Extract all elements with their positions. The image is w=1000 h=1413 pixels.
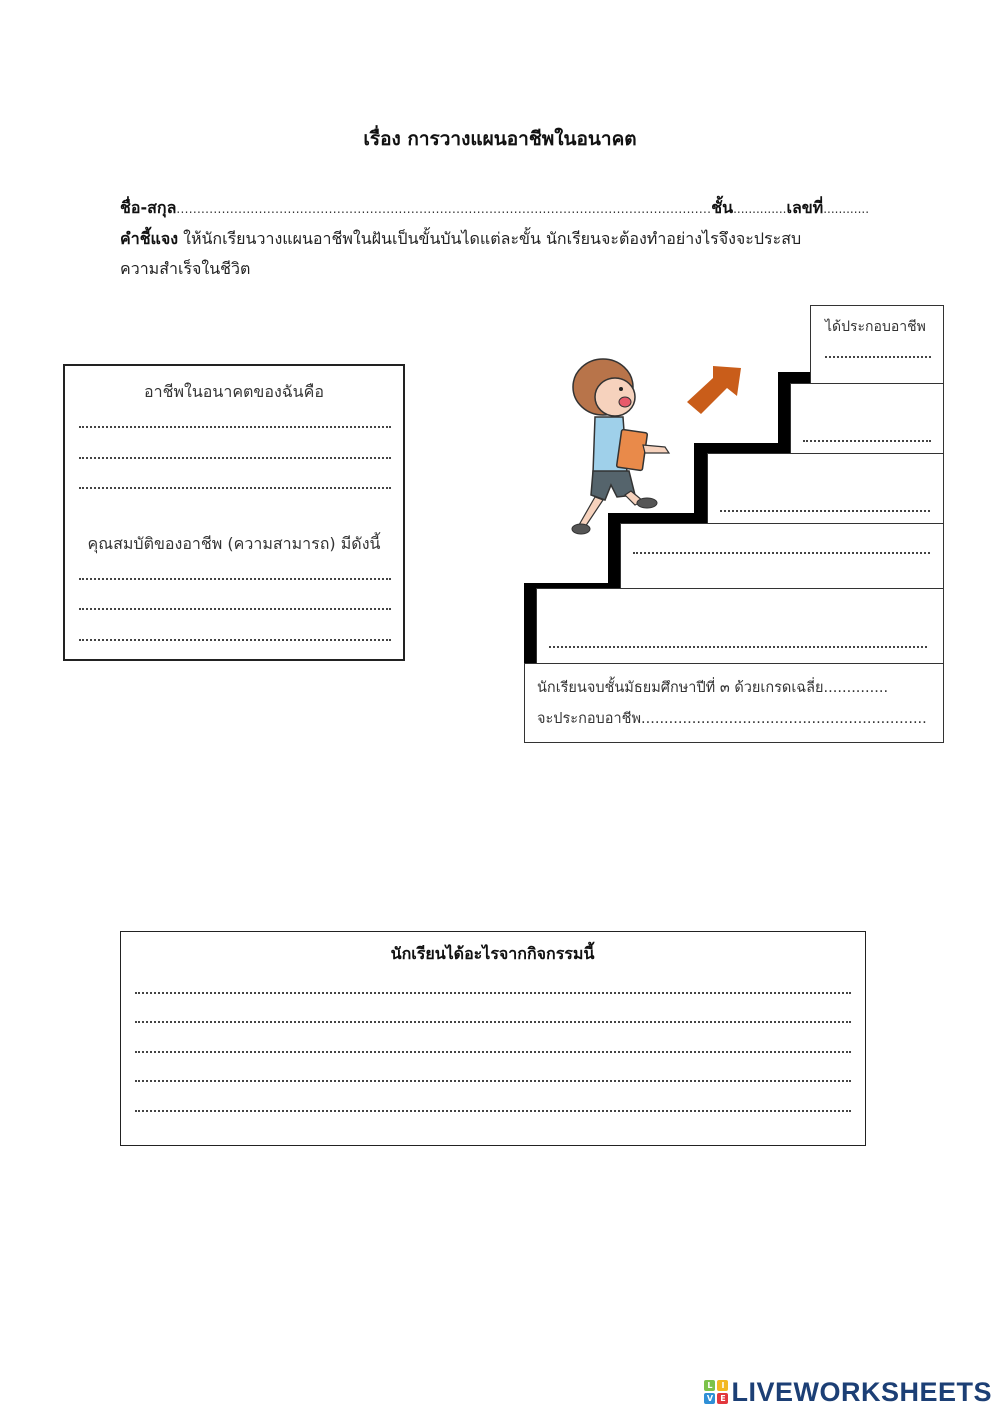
career-heading: อาชีพในอนาคตของฉันคือ: [144, 382, 324, 401]
live-logo-icon: L I V E: [704, 1380, 728, 1404]
qualification-line-2[interactable]: [79, 608, 391, 610]
career-box: [63, 364, 405, 661]
stair-step-2-line[interactable]: [549, 646, 927, 648]
reflection-line-1[interactable]: [135, 992, 851, 994]
stair-step-4: [707, 453, 944, 524]
career-answer-line-1[interactable]: [79, 426, 391, 428]
stair-step-1-bottom-box: [524, 663, 944, 743]
top-step-label: ได้ประกอบอาชีพ: [825, 319, 926, 335]
reflection-box: [120, 931, 866, 1146]
qualification-heading: คุณสมบัติของอาชีพ (ความสามารถ) มีดังนี้: [87, 534, 381, 553]
reflection-heading: นักเรียนได้อะไรจากกิจกรรมนี้: [390, 944, 595, 963]
stair-step-5-line[interactable]: [803, 440, 931, 442]
class-label: ชั้น: [711, 198, 734, 217]
stair-step-6: [810, 305, 944, 384]
stair-outline-4: [608, 513, 708, 523]
stair-step-5: [790, 383, 944, 454]
instruction-text: ให้นักเรียนวางแผนอาชีพในฝันเป็นขั้นบันไดแต่ละขั้น นักเรียนจะต้องทำอย่างไรจึงจะประสบ: [178, 229, 802, 248]
instructions: [120, 227, 801, 252]
class-field[interactable]: ..............: [733, 202, 787, 216]
name-field[interactable]: ..................................................................................................................................: [176, 202, 712, 216]
reflection-line-2[interactable]: [135, 1021, 851, 1023]
qualification-line-3[interactable]: [79, 639, 391, 641]
page-title: เรื่อง การวางแผนอาชีพในอนาคต: [363, 128, 637, 150]
name-label: ชื่อ-สกุล: [120, 198, 177, 217]
instruction-text-line2: ความสำเร็จในชีวิต: [120, 259, 251, 278]
stair-outline-5: [694, 443, 708, 521]
reflection-line-3[interactable]: [135, 1051, 851, 1053]
liveworksheets-logo: [704, 1377, 992, 1407]
stair-outline-6: [694, 443, 790, 453]
reflection-line-4[interactable]: [135, 1080, 851, 1082]
reflection-line-5[interactable]: [135, 1110, 851, 1112]
instruction-label: คำชี้แจง: [120, 229, 179, 248]
student-info-row: [120, 196, 869, 221]
stair-outline-8: [778, 372, 812, 383]
career-answer-line-3[interactable]: [79, 487, 391, 489]
arrow-up-right-icon: [683, 362, 745, 420]
stair-step-4-line[interactable]: [720, 510, 930, 512]
stair-step-2: [536, 588, 944, 664]
number-label: เลขที่: [786, 198, 824, 217]
number-field[interactable]: ............: [823, 202, 870, 216]
stair-step-3-line[interactable]: [633, 552, 930, 554]
planned-career-text[interactable]: จะประกอบอาชีพ..............................................................: [537, 711, 927, 727]
logo-text: LIVEWORKSHEETS: [731, 1376, 992, 1407]
graduation-gpa-text[interactable]: นักเรียนจบชั้นมัธยมศึกษาปีที่ ๓ ด้วยเกรดเฉลี่ย..............: [537, 680, 889, 696]
career-answer-line-2[interactable]: [79, 457, 391, 459]
stair-step-6-line[interactable]: [825, 356, 931, 358]
stair-step-3: [620, 523, 944, 589]
qualification-line-1[interactable]: [79, 578, 391, 580]
